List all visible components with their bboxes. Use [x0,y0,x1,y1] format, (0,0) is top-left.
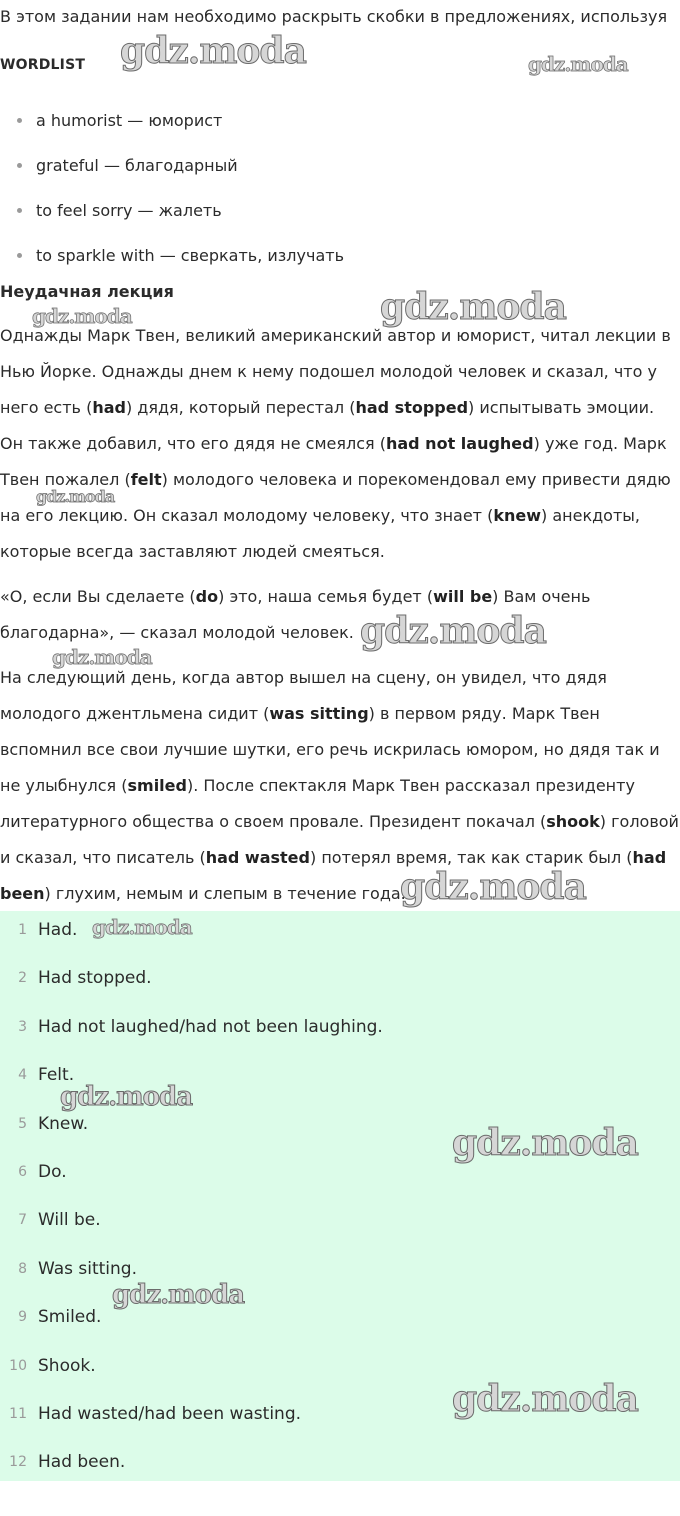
wordlist-item-text: a humorist — юморист [36,111,223,130]
bullet-icon [17,253,22,258]
intro-text: В этом задании нам необходимо раскрыть скобки в предложениях, используя [0,7,668,26]
wordlist [0,106,344,286]
answer-number: 10 [9,1357,27,1374]
wordlist-item [0,151,344,196]
watermark: gdz.moda [452,1378,638,1420]
watermark: gdz.moda [52,645,152,669]
answer-item [0,1347,680,1395]
wordlist-item [0,106,344,151]
answer-item [0,1443,680,1491]
answer-text: Had not laughed/had not been laughing. [38,1016,383,1037]
answer-list [0,911,680,1492]
verb-form: had wasted [205,848,310,867]
answer-text: Smiled. [38,1307,102,1328]
story-text: «О, если Вы сделаете ( [0,587,196,606]
story-text: ) головой и сказал, что писатель ( [0,812,679,867]
answer-text: Had stopped. [38,968,152,989]
bullet-icon [17,208,22,213]
wordlist-item [0,241,344,286]
answer-number: 2 [18,970,27,987]
answer-item [0,1008,680,1056]
story-text: ) потерял время, так как старик был ( [309,848,633,867]
verb-form: shook [546,812,600,831]
answer-item [0,959,680,1007]
verb-form: was sitting [269,704,369,723]
bullet-icon [17,163,22,168]
answer-text: Had. [38,920,78,940]
verb-form: do [195,587,219,606]
watermark: gdz.moda [360,610,546,652]
answer-number: 11 [9,1405,27,1422]
watermark: gdz.moda [32,304,132,328]
wordlist-item-text: to sparkle with — сверкать, излучать [36,246,345,265]
answer-number: 12 [9,1454,27,1471]
story-text: ) в первом ряду. Марк Твен вспомнил все свои лучшие шутки, его речь искрилась юмором, но дядя так и не улыбнулся ( [0,704,660,795]
wordlist-heading: WORDLIST [0,57,86,73]
wordlist-item [0,196,344,241]
story-text: ) анекдоты, которые всегда заставляют людей смеяться. [0,506,640,561]
verb-form: will be [433,587,493,606]
watermark: gdz.moda [528,52,628,76]
watermark: gdz.moda [452,1122,638,1164]
story-text: ) испытывать эмоции. Он также добавил, что его дядя не смеялся ( [0,398,655,453]
answer-text: Knew. [38,1113,89,1134]
watermark: gdz.moda [112,1280,245,1310]
answer-number: 6 [18,1163,27,1180]
story-text: ) уже год. Марк Твен пожалел ( [0,434,667,489]
wordlist-item-text: grateful — благодарный [36,156,238,175]
answer-number: 1 [18,922,27,938]
verb-form: knew [493,506,541,525]
story-text: Однажды Марк Твен, великий американский автор и юморист, читал лекции в Нью Йорке. Однажды днем к нему подошел молодой человек и сказал, что у него есть ( [0,326,671,417]
answer-text: Had wasted/had been wasting. [38,1403,302,1424]
watermark: gdz.moda [380,286,566,328]
answer-number: 5 [18,1115,27,1132]
answer-text: Do. [38,1161,67,1182]
verb-form: had [92,398,126,417]
verb-form: had been [0,848,667,903]
bullet-icon [17,118,22,123]
story-text: ) молодого человека и порекомендовал ему привести дядю на его лекцию. Он сказал молодому человеку, что знает ( [0,470,671,525]
answer-item [0,1056,680,1104]
watermark: gdz.moda [92,915,192,939]
story-text: На следующий день, когда автор вышел на сцену, он увидел, что дядя молодого джентльмена сидит ( [0,668,607,723]
answer-number: 8 [18,1260,27,1277]
answer-number: 3 [18,1018,27,1035]
verb-form: had not laughed [385,434,534,453]
story-text: ) дядя, который перестал ( [125,398,356,417]
watermark: gdz.moda [120,30,306,72]
verb-form: had stopped [355,398,469,417]
story-paragraph-2 [0,579,680,651]
verb-form: felt [130,470,162,489]
answer-text: Had been. [38,1452,126,1473]
answer-text: Will be. [38,1210,101,1231]
story-text: ). После спектакля Марк Твен рассказал президенту литературного общества о своем провале. Президент покачал ( [0,776,635,831]
answer-item [0,1201,680,1249]
answer-number: 4 [18,1067,27,1084]
verb-form: smiled [127,776,187,795]
answer-item [0,1250,680,1298]
answer-item [0,911,680,959]
watermark: gdz.moda [400,866,586,908]
story-text: ) это, наша семья будет ( [218,587,434,606]
answer-item [0,1395,680,1443]
answer-number: 7 [18,1212,27,1229]
answers-panel [0,911,680,1481]
answer-item [0,1298,680,1346]
story-title: Неудачная лекция [0,282,174,301]
answer-text: Was sitting. [38,1258,138,1279]
story-text: ) Вам очень благодарна», — сказал молодой человек. [0,587,591,642]
story-paragraph-3 [0,660,680,912]
answer-item [0,1153,680,1201]
answer-item [0,1105,680,1153]
answer-text: Shook. [38,1355,96,1376]
answer-text: Felt. [38,1065,75,1086]
answer-number: 9 [18,1309,27,1326]
watermark: gdz.moda [36,487,115,506]
watermark: gdz.moda [60,1082,193,1112]
wordlist-item-text: to feel sorry — жалеть [36,201,222,220]
story-text: ) глухим, немым и слепым в течение года. [44,884,406,903]
story-paragraph-1 [0,318,680,570]
